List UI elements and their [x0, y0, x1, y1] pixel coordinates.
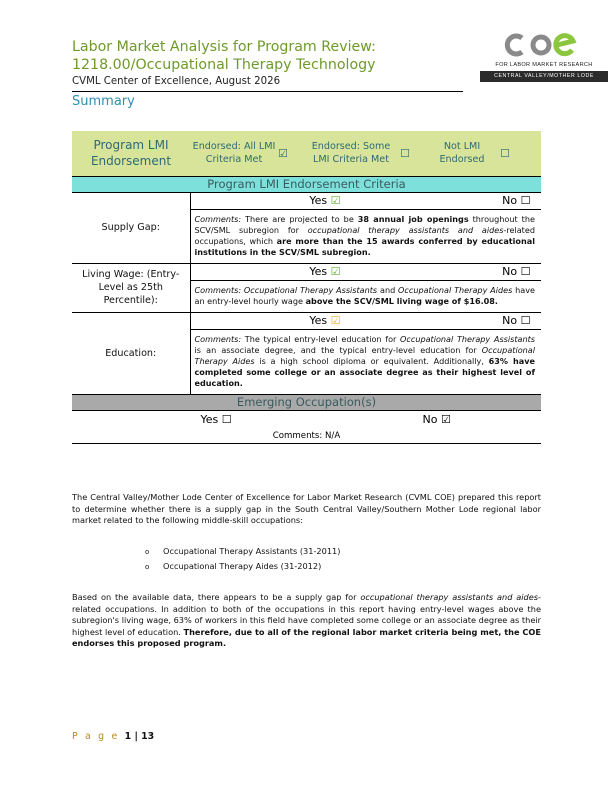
occupation-2: Occupational Therapy Aides (31-2012)	[163, 560, 322, 571]
endorsement-option-all-checkbox[interactable]: ☑	[278, 131, 302, 176]
education-no-label: No	[502, 314, 518, 327]
endorsement-option-all: Endorsed: All LMI Criteria Met	[190, 131, 278, 176]
living-wage-yes-checkbox[interactable]: ☑	[330, 265, 341, 278]
living-wage-comment: Comments: Occupational Therapy Assistants and Occupational Therapy Aides have an entry-level hourly wage above the SCV/SML living wage of $16.08.	[190, 280, 541, 312]
conclusion-paragraph: Based on the available data, there appears to be a supply gap for occupational therapy assistants and aides-related occupations. In addition to both of the occupations in this report having entry-level wages above the subregion's living wage, 63% of workers in this field have completed some college or an associate degree as their highest level of education. Therefore, due to all of the regional labor market criteria being met, the COE endorses this proposed program.	[72, 592, 541, 649]
criteria-band-heading: Program LMI Endorsement Criteria	[72, 176, 541, 192]
emerging-yes-label: Yes	[200, 413, 219, 427]
list-bullet: o	[145, 548, 150, 556]
living-wage-yes-no	[190, 263, 541, 280]
header-divider	[72, 91, 463, 92]
report-title-line1: Labor Market Analysis for Program Review:	[72, 39, 376, 55]
emerging-no-label: No	[422, 413, 438, 427]
supply-gap-yes-label: Yes	[309, 194, 328, 207]
living-wage-label: Living Wage: (Entry-Level as 25th Percentile):	[72, 263, 190, 312]
emerging-band-heading: Emerging Occupation(s)	[72, 394, 541, 410]
supply-gap-label: Supply Gap:	[72, 192, 190, 263]
education-yes-label: Yes	[309, 314, 328, 327]
lmi-endorsement-table	[72, 131, 541, 444]
page-word: P a g e	[72, 731, 120, 742]
living-wage-no-checkbox[interactable]: ☐	[520, 265, 531, 278]
supply-gap-yes-no	[190, 192, 541, 209]
intro-paragraph: The Central Valley/Mother Lode Center of Excellence for Labor Market Research (CVML COE) prepared this report to determine whether there is a supply gap in the South Central Valley/Southern Mother Lode regional labor market related to the following middle-skill occupations:	[72, 492, 541, 526]
supply-gap-comment: Comments: There are projected to be 38 annual job openings throughout the SCV/SML subregion for occupational therapy assistants and aides-related occupations, which are more than the 15 awards conferred by educational institutions in the SCV/SML subregion.	[190, 209, 541, 263]
supply-gap-no-checkbox[interactable]: ☐	[520, 194, 531, 207]
logo-region-bar: CENTRAL VALLEY/MOTHER LODE	[480, 71, 608, 82]
education-comment: Comments: The typical entry-level education for Occupational Therapy Assistants is an associate degree, and the typical entry-level education for Occupational Therapy Aides is a high school diploma or equivalent. Additionally, 63% have completed some college or an associate degree as their highest level of education.	[190, 329, 541, 394]
report-title-line2: 1218.00/Occupational Therapy Technology	[72, 57, 376, 73]
section-heading-summary: Summary	[72, 94, 135, 109]
occupation-list	[145, 545, 340, 575]
supply-gap-yes-checkbox[interactable]: ☑	[330, 194, 341, 207]
emerging-no-checkbox[interactable]: ☑	[440, 413, 451, 427]
endorsement-option-not: Not LMI Endorsed	[424, 131, 500, 176]
living-wage-yes-label: Yes	[309, 265, 328, 278]
supply-gap-no-label: No	[502, 194, 518, 207]
living-wage-no-label: No	[502, 265, 518, 278]
coe-logo-mark-icon	[502, 32, 582, 58]
emerging-yes-checkbox[interactable]: ☐	[221, 413, 232, 427]
list-bullet: o	[145, 562, 150, 571]
endorsement-option-not-checkbox[interactable]: ☐	[500, 131, 541, 176]
page-number: 1 | 13	[124, 731, 155, 742]
endorsement-label: Program LMI Endorsement	[72, 131, 190, 176]
endorsement-option-some-checkbox[interactable]: ☐	[400, 131, 424, 176]
education-label: Education:	[72, 312, 190, 394]
occupation-1: Occupational Therapy Assistants (31-2011)	[163, 546, 341, 556]
report-subtitle: CVML Center of Excellence, August 2026	[72, 76, 281, 87]
coe-logo	[480, 32, 608, 90]
emerging-yes-no	[72, 410, 541, 429]
education-yes-checkbox[interactable]: ☑	[330, 314, 341, 327]
education-no-checkbox[interactable]: ☐	[520, 314, 531, 327]
education-yes-no	[190, 312, 541, 329]
report-title	[72, 38, 472, 74]
endorsement-row	[72, 131, 541, 176]
endorsement-option-some: Endorsed: Some LMI Criteria Met	[302, 131, 400, 176]
list-item	[145, 545, 340, 560]
page-footer	[72, 731, 154, 742]
logo-tagline: FOR LABOR MARKET RESEARCH	[495, 62, 593, 68]
list-item	[145, 560, 340, 575]
emerging-comment: Comments: N/A	[72, 429, 541, 443]
